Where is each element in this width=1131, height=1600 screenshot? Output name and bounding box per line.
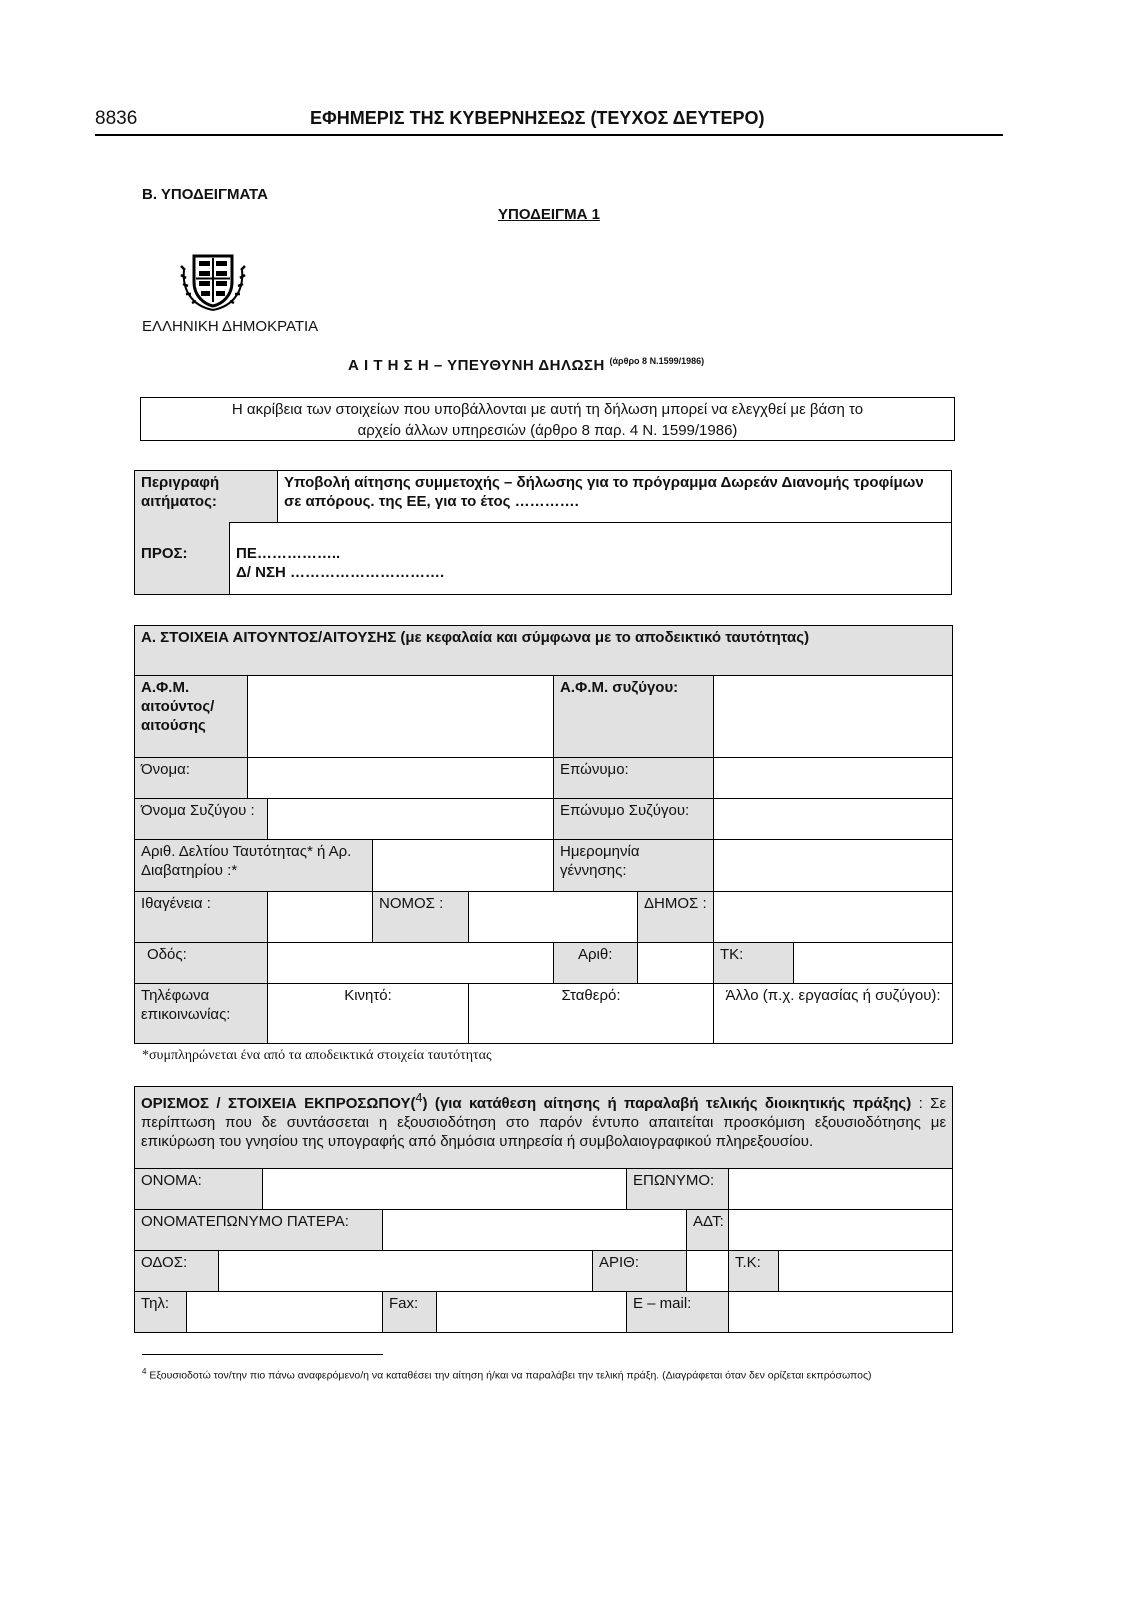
model-title: ΥΠΟΔΕΙΓΜΑ 1 bbox=[498, 206, 600, 223]
request-description-value: Υποβολή αίτησης συμμετοχής – δήλωσης για το πρόγραμμα Δωρεάν Διανομής τροφίμων σε απόρους. της ΕΕ, για το έτος …………. bbox=[278, 471, 952, 523]
representative-heading-purpose: ) (για κατάθεση αίτησης ή παραλαβή τελικής διοικητικής πράξης) bbox=[422, 1095, 912, 1112]
rep-email-label: Ε – mail: bbox=[627, 1292, 729, 1333]
street-number-label: Αριθ: bbox=[554, 943, 638, 984]
representative-heading-title: ΟΡΙΣΜΟΣ / ΣΤΟΙΧΕΙΑ ΕΚΠΡΟΣΩΠΟΥ( bbox=[141, 1095, 416, 1112]
gazette-title: ΕΦΗΜΕΡΙΣ ΤΗΣ ΚΥΒΕΡΝΗΣΕΩΣ (ΤΕΥΧΟΣ ΔΕΥΤΕΡΟ) bbox=[310, 108, 765, 128]
municipality-field[interactable] bbox=[714, 892, 953, 943]
rep-id-field[interactable] bbox=[729, 1210, 953, 1251]
street-number-field[interactable] bbox=[638, 943, 714, 984]
applicant-heading: Α. ΣΤΟΙΧΕΙΑ ΑΙΤΟΥΝΤΟΣ/ΑΙΤΟΥΣΗΣ (με κεφαλαία και σύμφωνα με το αποδεικτικό ταυτότητας) bbox=[135, 626, 953, 676]
surname-label: Επώνυμο: bbox=[554, 758, 714, 799]
rep-number-field[interactable] bbox=[687, 1251, 729, 1292]
request-description-label: Περιγραφή αιτήματος: bbox=[135, 471, 278, 523]
recipient-fields[interactable] bbox=[230, 522, 952, 594]
spouse-afm-field[interactable] bbox=[714, 676, 953, 758]
page-number: 8836 bbox=[95, 108, 138, 129]
representative-heading bbox=[135, 1087, 953, 1169]
recipient-table bbox=[134, 522, 952, 595]
applicant-table bbox=[134, 625, 953, 1044]
surname-field[interactable] bbox=[714, 758, 953, 799]
name-field[interactable] bbox=[248, 758, 554, 799]
birth-date-label: Ημερομηνία γέννησης: bbox=[554, 840, 714, 892]
rep-email-field[interactable] bbox=[729, 1292, 953, 1333]
applicant-afm-label: Α.Φ.Μ. αιτούντος/ αιτούσης bbox=[135, 676, 248, 758]
name-label: Όνομα: bbox=[135, 758, 248, 799]
applicant-afm-field[interactable] bbox=[248, 676, 554, 758]
prefecture-label: ΝΟΜΟΣ : bbox=[373, 892, 469, 943]
rep-father-field[interactable] bbox=[383, 1210, 687, 1251]
street-label: Οδός: bbox=[135, 943, 268, 984]
rep-father-label: ΟΝΟΜΑΤΕΠΩΝΥΜΟ ΠΑΤΕΡΑ: bbox=[135, 1210, 383, 1251]
accuracy-line-1: Η ακρίβεια των στοιχείων που υποβάλλονται με αυτή τη δήλωση μπορεί να ελεγχθεί με βάση το bbox=[231, 401, 864, 418]
representative-heading-text: : Σε περίπτωση που δε συντάσσεται η εξουσιοδότηση στο παρόν έντυπο απαιτείται προσκόμιση εξουσιοδότησης με επικύρωση του γνησίου της υπογραφής από δημόσια υπηρεσία ή συμβολαιογραφικού πληρεξουσίου. bbox=[141, 1095, 947, 1150]
rep-surname-label: ΕΠΩΝΥΜΟ: bbox=[627, 1169, 729, 1210]
rep-name-label: ΟΝΟΜΑ: bbox=[135, 1169, 263, 1210]
nationality-label: Ιθαγένεια : bbox=[135, 892, 268, 943]
mobile-phone-field[interactable] bbox=[268, 984, 469, 1044]
rep-street-label: ΟΔΟΣ: bbox=[135, 1251, 219, 1292]
footnote-divider bbox=[142, 1354, 383, 1355]
landline-phone-field[interactable] bbox=[469, 984, 714, 1044]
rep-phone-field[interactable] bbox=[187, 1292, 383, 1333]
document-title bbox=[348, 356, 704, 374]
document-title-ref: (άρθρο 8 Ν.1599/1986) bbox=[609, 356, 705, 366]
footnote-text: Εξουσιοδοτώ τον/την πιο πάνω αναφερόμενο/η να καταθέσει την αίτηση ή/και να παραλάβει την τελική πράξη. (Διαγράφεται όταν δεν ορίζεται εκπρόσωπος) bbox=[146, 1369, 872, 1382]
spouse-surname-field[interactable] bbox=[714, 799, 953, 840]
footnote bbox=[142, 1364, 922, 1384]
postcode-label: ΤΚ: bbox=[714, 943, 794, 984]
other-phone-label: Άλλο (π.χ. εργασίας ή συζύγου): bbox=[725, 987, 941, 1004]
id-footnote: *συμπληρώνεται ένα από τα αποδεικτικά στοιχεία ταυτότητας bbox=[142, 1048, 492, 1063]
street-field[interactable] bbox=[268, 943, 554, 984]
spouse-surname-label: Επώνυμο Συζύγου: bbox=[554, 799, 714, 840]
rep-postcode-field[interactable] bbox=[779, 1251, 953, 1292]
accuracy-line-2: αρχείο άλλων υπηρεσιών (άρθρο 8 παρ. 4 Ν. 1599/1986) bbox=[357, 422, 738, 439]
representative-footnote-ref: 4 bbox=[415, 1091, 423, 1105]
rep-surname-field[interactable] bbox=[729, 1169, 953, 1210]
spouse-afm-label: Α.Φ.Μ. συζύγου: bbox=[554, 676, 714, 758]
representative-table bbox=[134, 1086, 953, 1333]
rep-fax-field[interactable] bbox=[437, 1292, 627, 1333]
id-number-label: Αριθ. Δελτίου Ταυτότητας* ή Αρ. Διαβατηρίου :* bbox=[135, 840, 373, 892]
nationality-field[interactable] bbox=[268, 892, 373, 943]
rep-id-label: ΑΔΤ: bbox=[687, 1210, 729, 1251]
section-title: Β. ΥΠΟΔΕΙΓΜΑΤΑ bbox=[142, 186, 268, 203]
recipient-regional-unit: ΠΕ…………….. bbox=[236, 545, 341, 562]
rep-name-field[interactable] bbox=[263, 1169, 627, 1210]
phones-label: Τηλέφωνα επικοινωνίας: bbox=[135, 984, 268, 1044]
greek-coat-of-arms-icon bbox=[176, 244, 250, 318]
request-table bbox=[134, 470, 952, 523]
rep-phone-label: Τηλ: bbox=[135, 1292, 187, 1333]
spouse-name-label: Όνομα Συζύγου : bbox=[135, 799, 268, 840]
document-title-main: Α Ι Τ Η Σ Η – ΥΠΕΥΘΥΝΗ ΔΗΛΩΣΗ bbox=[348, 357, 605, 374]
rep-street-field[interactable] bbox=[219, 1251, 593, 1292]
republic-label: ΕΛΛΗΝΙΚΗ ΔΗΜΟΚΡΑΤΙΑ bbox=[142, 318, 319, 335]
header-divider bbox=[95, 134, 1003, 136]
landline-phone-label: Σταθερό: bbox=[561, 987, 621, 1004]
footnote-number: 4 bbox=[142, 1367, 147, 1376]
accuracy-notice bbox=[140, 397, 955, 441]
id-number-field[interactable] bbox=[373, 840, 554, 892]
rep-number-label: ΑΡΙΘ: bbox=[593, 1251, 687, 1292]
birth-date-field[interactable] bbox=[714, 840, 953, 892]
rep-postcode-label: Τ.Κ: bbox=[729, 1251, 779, 1292]
spouse-name-field[interactable] bbox=[268, 799, 554, 840]
mobile-phone-label: Κινητό: bbox=[344, 987, 392, 1004]
municipality-label: ΔΗΜΟΣ : bbox=[638, 892, 714, 943]
other-phone-field[interactable] bbox=[714, 984, 953, 1044]
recipient-directorate: Δ/ ΝΣΗ …………………………. bbox=[236, 564, 445, 581]
postcode-field[interactable] bbox=[794, 943, 953, 984]
rep-fax-label: Fax: bbox=[383, 1292, 437, 1333]
prefecture-field[interactable] bbox=[469, 892, 638, 943]
recipient-label: ΠΡΟΣ: bbox=[135, 522, 230, 594]
